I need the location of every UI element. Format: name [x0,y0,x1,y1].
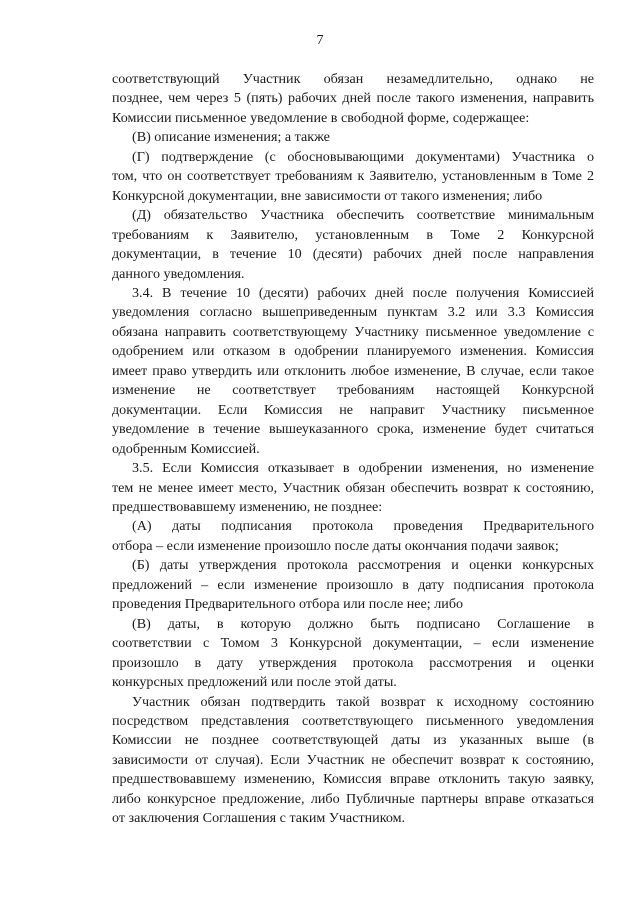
paragraph [112,284,594,459]
paragraph [132,128,594,147]
text-line: от заключения Соглашения с таким Участником. [112,810,406,827]
text-line: Комиссии не позднее соответствующей даты из указанных выше (в [112,732,594,749]
text-line: предложений – если изменение произошло в дату подписания протокола [112,576,594,593]
text-line: изменение не соответствует требованиям настоящей Конкурсной [112,382,594,399]
text-line: документации, в течение 10 (десяти) рабочих дней после направления [112,246,594,263]
text-line: документации. Если Комиссия не направит Участнику письменное [112,401,594,418]
text-line: обязана направить соответствующему Участнику письменное уведомление с [112,323,594,340]
text-line: имеет право утвердить или отклонить любое изменение, В случае, если такое [112,362,594,379]
paragraph [112,206,594,284]
text-line: посредством представления соответствующего письменного уведомления [112,712,594,729]
text-line: уведомление в течение вышеуказанного срока, изменение будет считаться [112,421,594,438]
paragraph [112,148,594,206]
text-line: либо конкурсное предложение, либо Публичные партнеры вправе отказаться [112,790,594,807]
text-line: предшествовавшему изменению, не позднее: [112,498,383,515]
paragraph [112,615,594,693]
paragraph [112,693,594,829]
paragraph [112,70,594,128]
text-line: (Д) обязательство Участника обеспечить соответствие минимальным [132,207,594,224]
text-line: одобрением или отказом в одобрении планируемого изменения. Комиссия [112,343,594,360]
paragraph [112,517,594,556]
text-line: (В) даты, в которую должно быть подписано Соглашение в [132,615,594,632]
text-line: соответствии с Томом 3 Конкурсной документации, – если изменение [112,635,594,652]
text-line: данного уведомления. [112,265,245,282]
text-line: требованиям к Заявителю, установленным в Томе 2 Конкурсной [112,226,594,243]
text-line: проведения Предварительного отбора или после нее; либо [112,596,464,613]
paragraph [112,556,594,614]
text-line: позднее, чем через 5 (пять) рабочих дней после такого изменения, направить [112,90,594,107]
paragraph [112,459,594,517]
text-line: Комиссии письменное уведомление в свободной форме, содержащее: [112,109,530,126]
text-line: отбора – если изменение произошло после даты окончания подачи заявок; [112,537,559,554]
text-line: том, что он соответствует требованиям к Заявителю, установленным в Томе 2 [112,168,594,185]
text-line: (А) даты подписания протокола проведения Предварительного [132,518,594,535]
text-line: уведомления согласно вышеприведенным пунктам 3.2 или 3.3 Комиссия [112,304,594,321]
text-line: 3.4. В течение 10 (десяти) рабочих дней после получения Комиссией [132,284,594,301]
text-line: одобренным Комиссией. [112,440,260,457]
text-line: Участник обязан подтвердить такой возврат к исходному состоянию [132,693,594,710]
text-line: предшествовавшему изменению, Комиссия вправе отклонить такую заявку, [112,771,594,788]
text-line: Конкурсной документации, вне зависимости от такого изменения; либо [112,187,543,204]
text-line: произошло в дату утверждения протокола рассмотрения и оценки [112,654,594,671]
document-body [112,70,594,829]
text-line: (Б) даты утверждения протокола рассмотрения и оценки конкурсных [132,557,594,574]
text-line: тем не менее имеет место, Участник обязан обеспечить возврат к состоянию, [112,479,594,496]
text-line: (Г) подтверждение (с обосновывающими документами) Участника о [132,148,594,165]
page-number: 7 [316,33,324,48]
text-line: 3.5. Если Комиссия отказывает в одобрении изменения, но изменение [132,460,594,477]
text-line: соответствующий Участник обязан незамедлительно, однако не [112,71,594,87]
text-line: зависимости от случая). Если Участник не обеспечит возврат к состоянию, [112,751,594,768]
text-line: (В) описание изменения; а также [132,129,330,146]
text-line: конкурсных предложений или после этой даты. [112,674,397,691]
